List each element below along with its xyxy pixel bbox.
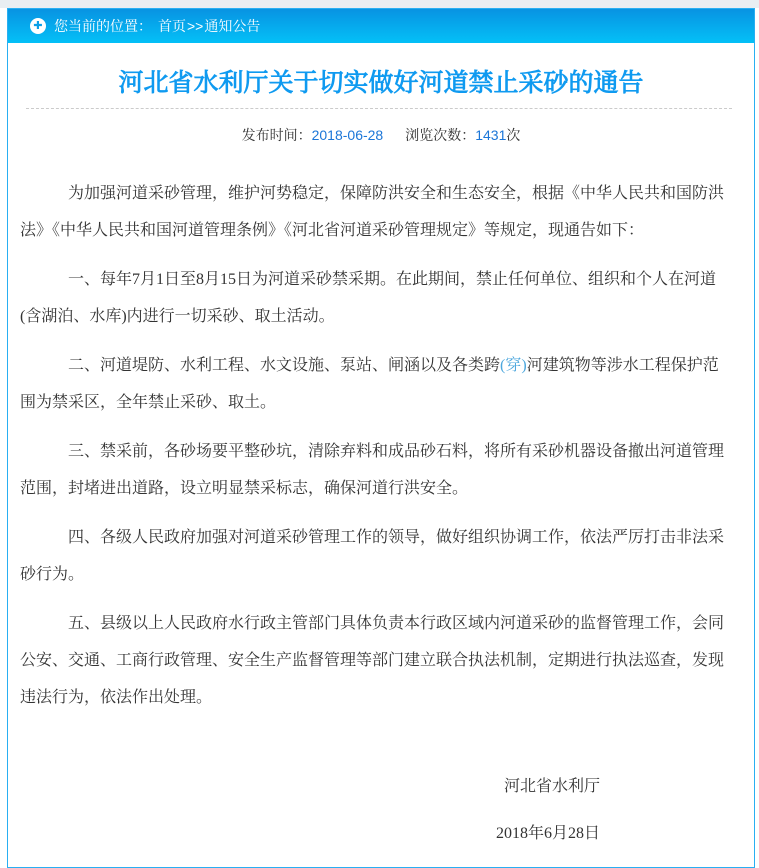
signature-org: 河北省水利厅 — [503, 778, 600, 795]
publish-date: 2018-06-28 — [311, 127, 384, 143]
paragraph-item-4: 四、各级人民政府加强对河道采砂管理工作的领导，做好组织协调工作，依法严厉打击非法采砂行为。 — [20, 529, 725, 583]
page-title: 河北省水利厅关于切实做好河道禁止采砂的通告 — [118, 70, 644, 97]
signature-date: 2018年6月28日 — [495, 825, 600, 842]
paragraph-item-2 — [20, 347, 728, 421]
paragraph-item-1: 一、每年7月1日至8月15日为河道采砂禁采期。在此期间，禁止任何单位、组织和个人在河道(含湖泊、水库)内进行一切采砂、取土活动。 — [20, 271, 717, 325]
breadcrumb-label: 您当前的位置： — [54, 18, 152, 34]
article-body — [8, 175, 754, 852]
views-label: 浏览次数： — [405, 127, 476, 143]
article-meta — [8, 125, 754, 145]
breadcrumb-section[interactable]: 通知公告 — [204, 18, 261, 34]
paragraph-intro: 为加强河道采砂管理，维护河势稳定，保障防洪安全和生态安全，根据《中华人民共和国防洪法》《中华人民共和国河道管理条例》《河北省河道采砂管理规定》等规定，现通告如下： — [20, 185, 725, 239]
breadcrumb-separator: >> — [187, 18, 204, 34]
paragraph-item-5: 五、县级以上人民政府水行政主管部门具体负责本行政区域内河道采砂的监督管理工作，会同公安、交通、工商行政管理、安全生产监督管理等部门建立联合执法机制，定期进行执法巡查，发现违法行为，依法作出处理。 — [20, 615, 725, 706]
paragraph-item-2-before: 二、河道堤防、水利工程、水文设施、泵站、闸涵以及各类跨 — [68, 357, 501, 374]
paragraph-item-2-after: 河建筑物等涉水工程保护范围为禁采区，全年禁止采砂、取土。 — [20, 357, 719, 411]
paragraph-item-3: 三、禁采前，各砂场要平整砂坑，清除弃料和成品砂石料，将所有采砂机器设备撤出河道管理范围，封堵进出道路，设立明显禁采标志，确保河道行洪安全。 — [20, 443, 725, 497]
publish-time-label: 发布时间： — [241, 127, 312, 143]
title-divider — [26, 108, 732, 109]
highlighted-text: (穿) — [500, 357, 527, 374]
views-suffix: 次 — [506, 127, 521, 143]
breadcrumb — [8, 9, 754, 43]
page-top-margin — [0, 0, 759, 8]
location-icon: ✚ — [30, 18, 46, 34]
content-panel — [7, 8, 755, 868]
breadcrumb-home[interactable]: 首页 — [158, 18, 186, 34]
views-count: 1431 — [475, 127, 507, 143]
